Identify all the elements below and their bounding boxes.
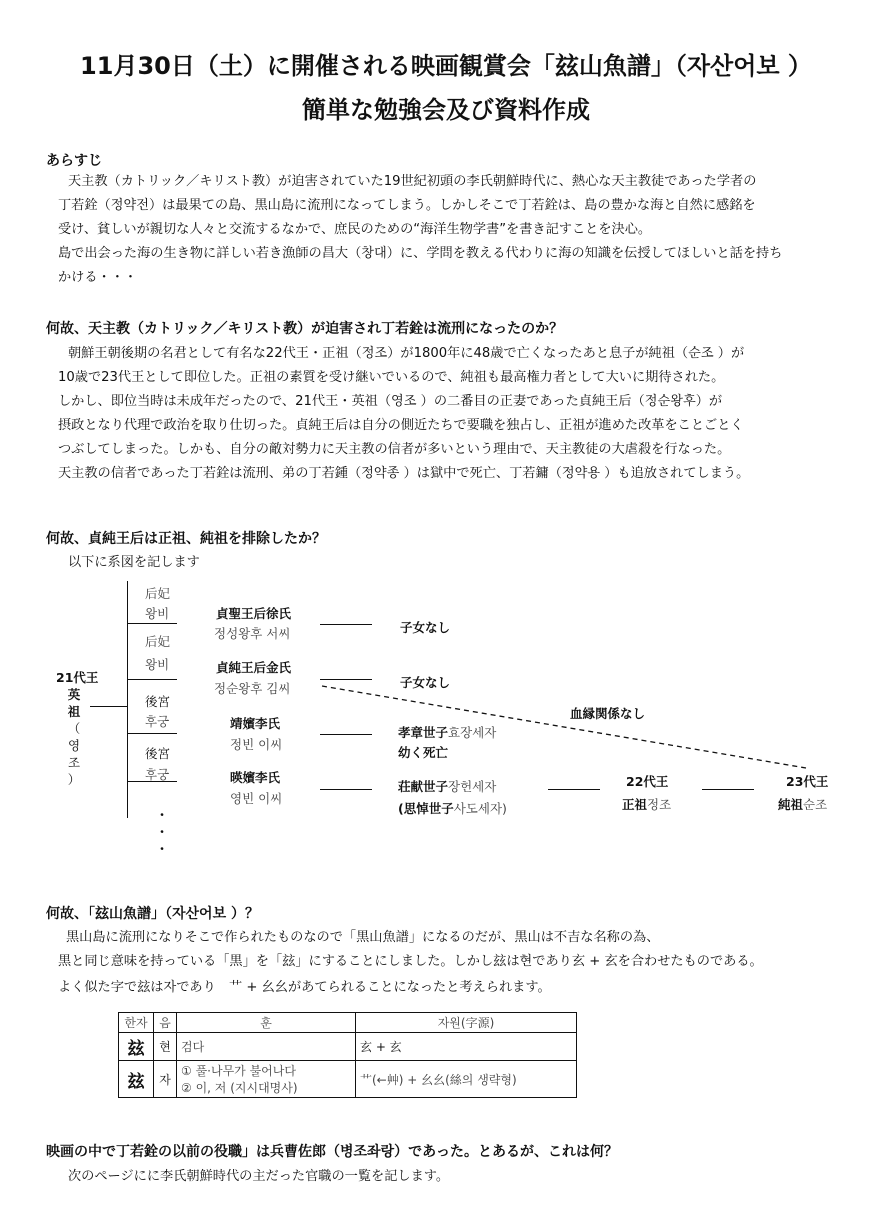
section3-line: よく似た字で玆は자であり 艹 + 幺幺があてられることになったと考えられます。 bbox=[58, 980, 551, 995]
king23-name: 純祖순조 bbox=[778, 797, 828, 812]
hanja-char: 玆 bbox=[119, 1061, 154, 1098]
section1-line: 摂政となり代理で政治を取り仕切った。貞純王后は自分の側近たちで要職を独占し、正祖が進めた改革をことごとく bbox=[58, 418, 744, 433]
no-blood-label: 血縁関係なし bbox=[570, 706, 646, 721]
tree-link bbox=[702, 789, 754, 790]
rank-kr: 왕비 bbox=[145, 606, 170, 621]
synopsis-heading: あらすじ bbox=[46, 153, 102, 169]
wife-kr: 정성왕후 서씨 bbox=[214, 626, 291, 641]
king22-label: 22代王 bbox=[626, 774, 669, 789]
rank-jp: 後宮 bbox=[145, 694, 171, 709]
synopsis-line: 受け、貧しいが親切な人々と交流するなかで、庶民のための“海洋生物学書”を書き記すことを決心。 bbox=[58, 222, 652, 237]
child-label: 子女なし bbox=[400, 620, 451, 635]
wife-jp: 靖嬪李氏 bbox=[230, 716, 281, 731]
section1-line: つぶしてしまった。しかも、自分の敵対勢力に天主教の信者が多いという理由で、天主教徒の大虐殺を行なった。 bbox=[58, 442, 731, 457]
hanja-origin: 艹(←艸) + 幺幺(絲의 생략형) bbox=[356, 1061, 577, 1098]
hanja-char: 玆 bbox=[119, 1033, 154, 1061]
rank-kr: 왕비 bbox=[145, 657, 170, 672]
section1-line: 10歳で23代王として即位した。正祖の素質を受け継いでいるので、純祖も最高権力者として大いに期待された。 bbox=[58, 370, 725, 385]
synopsis-line: かける・・・ bbox=[58, 270, 138, 285]
hanja-sound: 현 bbox=[154, 1033, 177, 1061]
section1-line: 朝鮮王朝後期の名君として有名な22代王・正祖（정조）が1800年に48歳で亡くなったあと息子が純祖（순조 ）が bbox=[68, 346, 745, 361]
header-cell: 자원(字源) bbox=[356, 1013, 577, 1033]
section4-heading: 映画の中で丁若銓の以前の役職」は兵曹佐郎（병조좌랑）であった。とあるが、これは何？ bbox=[46, 1144, 618, 1160]
tree-link bbox=[548, 789, 600, 790]
rank-kr: 후궁 bbox=[145, 767, 170, 782]
hanja-origin: 玄 + 玄 bbox=[356, 1033, 577, 1061]
child-note: (思悼世子사도세자) bbox=[398, 801, 507, 816]
hanja-meaning: 검다 bbox=[177, 1033, 356, 1061]
child-note: 幼く死亡 bbox=[398, 745, 449, 760]
section1-heading: 何故、天主教（カトリック／キリスト教）が迫害され丁若銓は流刑になったのか？ bbox=[46, 321, 564, 337]
rank-kr: 후궁 bbox=[145, 714, 170, 729]
section3-heading: 何故、「玆山魚譜」（자산어보 ）？ bbox=[46, 906, 259, 922]
rank-jp: 后妃 bbox=[145, 586, 171, 601]
child-label: 孝章世子효장세자 bbox=[398, 725, 497, 740]
section2-heading: 何故、貞純王后は正祖、純祖を排除したか？ bbox=[46, 531, 326, 547]
section4-line: 次のページにに李氏朝鮮時代の主だった官職の一覧を記します。 bbox=[68, 1169, 450, 1184]
wife-jp: 暎嬪李氏 bbox=[230, 770, 281, 785]
king22-name: 正祖정조 bbox=[622, 797, 672, 812]
hanja-meaning: ① 풀·나무가 불어나다 ② 이, 저 (지시대명사) bbox=[177, 1061, 356, 1098]
rank-jp: 後宮 bbox=[145, 746, 171, 761]
synopsis-line: 天主教（カトリック／キリスト教）が迫害されていた19世紀初頭の李氏朝鮮時代に、熱心な天主教徒であった学者の bbox=[68, 174, 757, 189]
synopsis-line: 島で出会った海の生き物に詳しい若き漁師の昌大（창대）に、学問を教える代わりに海の知識を伝授してほしいと話を持ち bbox=[58, 246, 783, 261]
king23-label: 23代王 bbox=[786, 774, 829, 789]
wife-kr: 정순왕후 김씨 bbox=[214, 681, 291, 696]
ellipsis-dot: ・ bbox=[156, 825, 169, 839]
child-label: 荘献世子장헌세자 bbox=[398, 779, 497, 794]
rank-jp: 后妃 bbox=[145, 634, 171, 649]
wife-jp: 貞純王后金氏 bbox=[216, 660, 292, 675]
table-row bbox=[119, 1033, 577, 1061]
hanja-sound: 자 bbox=[154, 1061, 177, 1098]
ellipsis-dot: ・ bbox=[156, 808, 169, 822]
header-cell: 음 bbox=[154, 1013, 177, 1033]
wife-kr: 정빈 이씨 bbox=[230, 737, 283, 752]
wife-kr: 영빈 이씨 bbox=[230, 791, 283, 806]
section1-line: しかし、即位当時は未成年だったので、21代王・英祖（영조 ）の二番目の正妻であった貞純王后（정순왕후）が bbox=[58, 394, 723, 409]
section1-line: 天主教の信者であった丁若銓は流刑、弟の丁若鍾（정약종 ）は獄中で死亡、丁若鏞（정약용 ）も追放されてしまう。 bbox=[58, 466, 750, 481]
king21-korean: （ 영 조 ） bbox=[67, 721, 81, 787]
header-cell: 훈 bbox=[177, 1013, 356, 1033]
section3-line: 黒と同じ意味を持っている「黒」を「玆」にすることにしました。しかし玆は현であり玄 + 玄を合わせたものである。 bbox=[58, 954, 763, 969]
header-cell: 한자 bbox=[119, 1013, 154, 1033]
section2-intro: 以下に系図を記します bbox=[68, 555, 200, 570]
king21-label: 21代王 bbox=[56, 670, 99, 685]
section3-line: 黒山島に流刑になりそこで作られたものなので「黒山魚譜」になるのだが、黒山は不吉な名称の為、 bbox=[66, 930, 660, 945]
hanja-table bbox=[118, 1012, 577, 1098]
table-header-row bbox=[119, 1013, 577, 1033]
wife-jp: 貞聖王后徐氏 bbox=[216, 606, 292, 621]
king21-name: 英 祖 bbox=[67, 687, 81, 719]
child-label: 子女なし bbox=[400, 675, 451, 690]
table-row bbox=[119, 1061, 577, 1098]
synopsis-line: 丁若銓（정약전）は最果ての島、黒山島に流刑になってしまう。しかしそこで丁若銓は、島の豊かな海と自然に感銘を bbox=[58, 198, 756, 213]
ellipsis-dot: ・ bbox=[156, 842, 169, 856]
page-title-line2: 簡単な勉強会及び資料作成 bbox=[302, 96, 590, 124]
page-title-line1: 11月30日（土）に開催される映画観賞会「玆山魚譜」（자산어보 ） bbox=[80, 52, 812, 80]
